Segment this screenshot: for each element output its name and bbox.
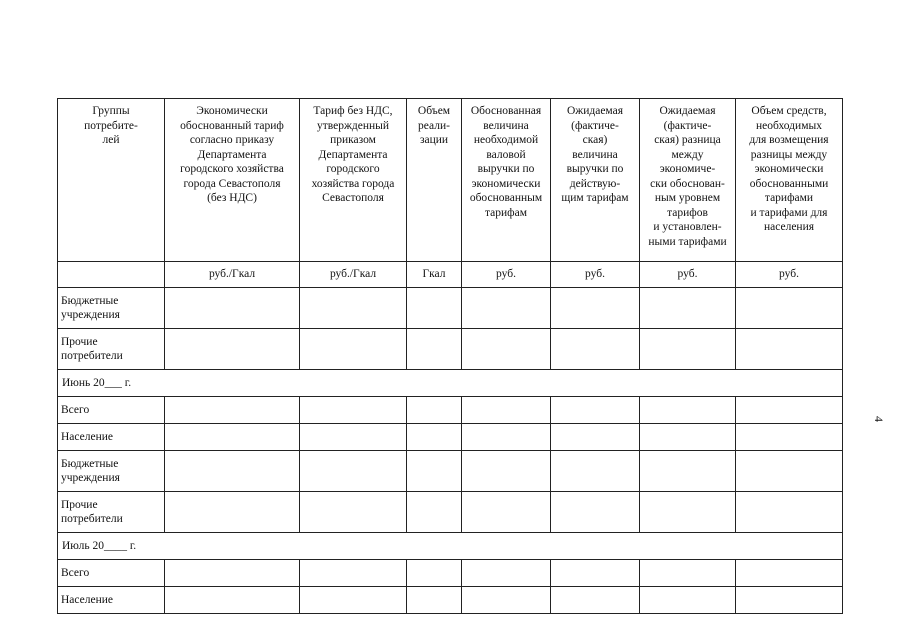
empty-cell: [165, 560, 300, 587]
header-required-revenue: Обоснованная величина необходимой валовой выручки по экономически обоснованным тарифам: [462, 99, 551, 262]
empty-cell: [551, 329, 640, 370]
unit-cell: руб./Гкал: [165, 262, 300, 288]
row-label: Бюджетные учреждения: [58, 451, 165, 492]
header-expected-revenue: Ожидаемая (фактиче- ская) величина выручки по действую- щим тарифам: [551, 99, 640, 262]
empty-cell: [640, 560, 736, 587]
empty-cell: [736, 560, 843, 587]
table-row: [58, 424, 843, 451]
month-label: Июль 20____ г.: [58, 533, 843, 560]
row-label: Всего: [58, 397, 165, 424]
empty-cell: [165, 288, 300, 329]
header-consumer-groups: Группы потребите- лей: [58, 99, 165, 262]
empty-cell: [462, 329, 551, 370]
empty-cell: [407, 397, 462, 424]
empty-cell: [640, 397, 736, 424]
empty-cell: [462, 424, 551, 451]
table-row: [58, 329, 843, 370]
table-row: [58, 451, 843, 492]
empty-cell: [300, 424, 407, 451]
row-label: Население: [58, 424, 165, 451]
row-label: Всего: [58, 560, 165, 587]
empty-cell: [640, 329, 736, 370]
empty-cell: [165, 397, 300, 424]
month-row: [58, 533, 843, 560]
month-label: Июнь 20___ г.: [58, 370, 843, 397]
row-label: Бюджетные учреждения: [58, 288, 165, 329]
empty-cell: [462, 492, 551, 533]
empty-cell: [300, 560, 407, 587]
header-economic-tariff: Экономически обоснованный тариф согласно приказу Департамента городского хозяйства города Севастополя (без НДС): [165, 99, 300, 262]
tariff-table-container: [57, 98, 842, 614]
empty-cell: [640, 288, 736, 329]
empty-cell: [300, 288, 407, 329]
unit-cell: руб.: [462, 262, 551, 288]
empty-cell: [300, 492, 407, 533]
empty-cell: [165, 451, 300, 492]
empty-cell: [407, 424, 462, 451]
header-compensation-volume: Объем средств, необходимых для возмещения разницы между экономически обоснованными тарифами и тарифами для населения: [736, 99, 843, 262]
empty-cell: [407, 492, 462, 533]
empty-cell: [736, 492, 843, 533]
header-row: [58, 99, 843, 262]
empty-cell: [736, 587, 843, 614]
empty-cell: [407, 560, 462, 587]
unit-cell: руб.: [551, 262, 640, 288]
empty-cell: [407, 587, 462, 614]
empty-cell: [300, 329, 407, 370]
empty-cell: [736, 397, 843, 424]
empty-cell: [300, 451, 407, 492]
header-sales-volume: Объем реали- зации: [407, 99, 462, 262]
empty-cell: [551, 587, 640, 614]
empty-cell: [165, 587, 300, 614]
empty-cell: [165, 424, 300, 451]
empty-cell: [300, 397, 407, 424]
empty-cell: [551, 560, 640, 587]
empty-cell: [551, 397, 640, 424]
empty-cell: [462, 288, 551, 329]
empty-cell: [736, 424, 843, 451]
empty-cell: [407, 288, 462, 329]
table-row: [58, 288, 843, 329]
empty-cell: [462, 587, 551, 614]
empty-cell: [736, 451, 843, 492]
empty-cell: [300, 587, 407, 614]
month-row: [58, 370, 843, 397]
tariff-table: [57, 98, 843, 614]
table-row: [58, 492, 843, 533]
empty-cell: [407, 329, 462, 370]
empty-cell: [640, 492, 736, 533]
unit-cell: руб.: [640, 262, 736, 288]
page-number: 4: [872, 416, 886, 422]
row-label: Население: [58, 587, 165, 614]
unit-cell: Гкал: [407, 262, 462, 288]
empty-cell: [462, 451, 551, 492]
empty-cell: [551, 424, 640, 451]
empty-cell: [640, 451, 736, 492]
empty-cell: [462, 397, 551, 424]
empty-cell: [736, 329, 843, 370]
header-expected-difference: Ожидаемая (фактиче- ская) разница между экономиче- ски обоснован- ным уровнем тарифов и установлен- ными тарифами: [640, 99, 736, 262]
row-label: Прочие потребители: [58, 329, 165, 370]
empty-cell: [462, 560, 551, 587]
empty-cell: [736, 288, 843, 329]
empty-cell: [165, 492, 300, 533]
unit-cell: руб./Гкал: [300, 262, 407, 288]
empty-cell: [551, 451, 640, 492]
empty-cell: [551, 492, 640, 533]
table-row: [58, 560, 843, 587]
table-row: [58, 587, 843, 614]
header-approved-tariff: Тариф без НДС, утвержденный приказом Департамента городского хозяйства города Севастополя: [300, 99, 407, 262]
table-body: [58, 288, 843, 614]
empty-cell: [640, 424, 736, 451]
empty-cell: [551, 288, 640, 329]
row-label: Прочие потребители: [58, 492, 165, 533]
units-empty-cell: [58, 262, 165, 288]
table-row: [58, 397, 843, 424]
units-row: [58, 262, 843, 288]
empty-cell: [165, 329, 300, 370]
empty-cell: [407, 451, 462, 492]
empty-cell: [640, 587, 736, 614]
unit-cell: руб.: [736, 262, 843, 288]
